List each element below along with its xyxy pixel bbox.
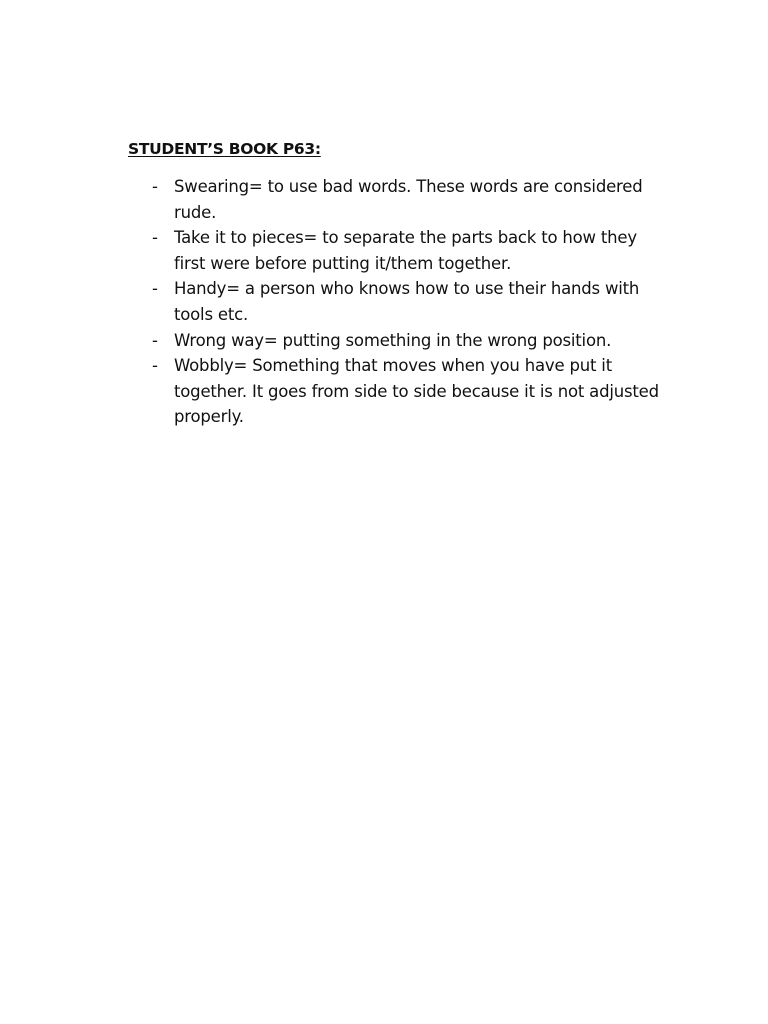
list-item-text: Wrong way= putting something in the wrong position. [174, 330, 612, 350]
list-item-text: Swearing= to use bad words. These words are considered rude. [174, 177, 643, 222]
bullet-dash: - [152, 228, 158, 248]
list-item-text: Handy= a person who knows how to use their hands with tools etc. [174, 279, 640, 324]
list-item [147, 353, 667, 430]
list-item [147, 225, 667, 276]
bullet-dash: - [152, 356, 158, 376]
list-item [147, 174, 667, 225]
vocabulary-list [147, 174, 667, 430]
bullet-dash: - [152, 330, 158, 350]
list-item [147, 328, 667, 354]
list-item-text: Take it to pieces= to separate the parts back to how they first were before putting it/them together. [174, 228, 637, 273]
list-item-text: Wobbly= Something that moves when you have put it together. It goes from side to side because it is not adjusted properly. [174, 356, 659, 427]
list-item [147, 276, 667, 327]
bullet-dash: - [152, 177, 158, 196]
bullet-dash: - [152, 279, 158, 299]
page-heading: STUDENT’S BOOK P63: [128, 140, 321, 158]
